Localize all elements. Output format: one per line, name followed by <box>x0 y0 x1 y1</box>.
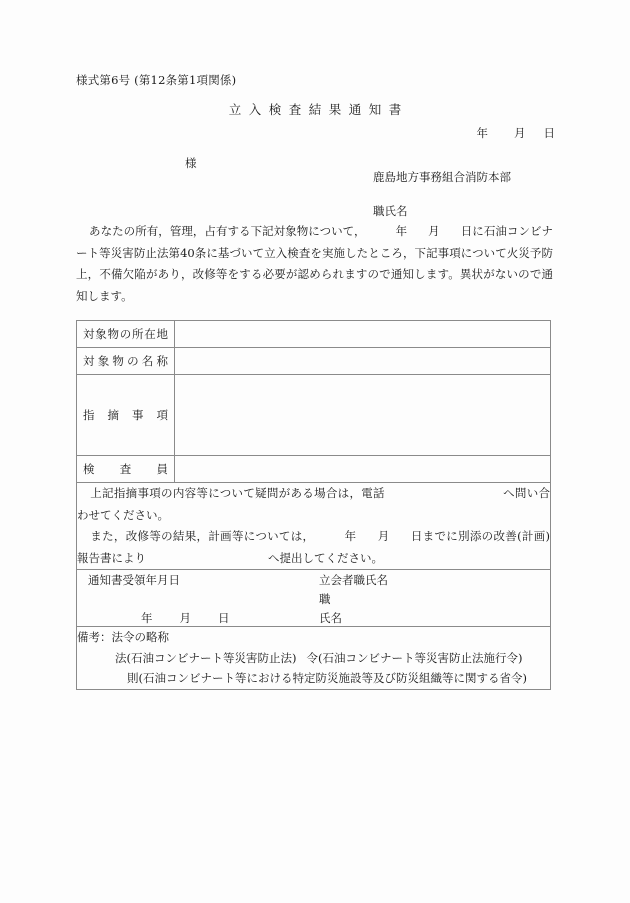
issuing-organization: 鹿島地方事務組合消防本部 <box>373 170 511 184</box>
form-number: 様式第6号 (第12条第1項関係) <box>76 73 237 87</box>
label-text: 対象物の所在地 <box>83 327 168 341</box>
notes-p1-after: へ問い合わせてください。 <box>77 486 550 522</box>
witness-name-label: 氏名 <box>319 611 342 625</box>
table-row <box>77 456 551 483</box>
receipt-day: 日 <box>218 611 230 625</box>
body-month: 月 <box>428 224 440 238</box>
row-label-object-name <box>77 348 175 375</box>
remarks-heading: 備考：法令の略称 <box>77 630 169 644</box>
notes-p2-after: へ提出してください。 <box>268 550 383 565</box>
table-row <box>77 348 551 375</box>
row-value-object-name[interactable] <box>175 348 551 375</box>
inspection-result-table <box>76 320 551 690</box>
remarks-line-1 <box>77 648 550 669</box>
body-year: 年 <box>395 224 408 238</box>
remarks-law-abbrev: 法(石油コンビナート等災害防止法) <box>115 650 297 665</box>
row-value-location[interactable] <box>175 321 551 348</box>
notes-paragraph-1 <box>77 483 550 526</box>
notes-p2-year: 年 <box>344 529 357 543</box>
remarks-line-2: 則(石油コンビナート等における特定防災施設等及び防災組織等に関する省令) <box>127 671 527 685</box>
body-segment-1: あなたの所有，管理，占有する下記対象物について， <box>89 224 366 238</box>
row-label-inspector <box>77 456 175 483</box>
row-value-findings[interactable] <box>175 375 551 456</box>
remarks-cell <box>77 627 551 690</box>
table-row-notes <box>77 483 551 570</box>
body-segment-2: 日に石油コンビナート等災害防止法第40条に基づいて立入検査を実施したところ，下記事項について火災予防上，不備欠陥があり，改修等をする必要が認められますので通知します。異状がないので通知します。 <box>76 224 554 303</box>
row-value-inspector[interactable] <box>175 456 551 483</box>
row-label-findings <box>77 375 175 456</box>
issue-date-line <box>0 125 555 141</box>
receipt-month: 月 <box>179 611 191 625</box>
notes-p2-month: 月 <box>377 529 390 543</box>
notes-p2-mid: 日までに別添の改善(計画)報告書により <box>77 529 550 565</box>
issue-date-year: 年 <box>476 126 488 140</box>
addressee-honorific: 様 <box>185 156 197 170</box>
notes-paragraph-2 <box>77 526 550 569</box>
witness-post-label: 職 <box>319 592 331 606</box>
notes-p2-before: また，改修等の結果，計画等については， <box>90 529 315 543</box>
table-row <box>77 321 551 348</box>
receipt-cell <box>77 570 551 627</box>
receipt-date-title: 通知書受領年月日 <box>88 573 180 587</box>
receipt-year: 年 <box>141 611 153 625</box>
page-title: 立入検査結果通知書 <box>228 102 409 117</box>
issue-date-month: 月 <box>514 126 526 140</box>
label-text: 指摘事項 <box>83 408 168 422</box>
label-text: 検査員 <box>83 462 168 476</box>
body-paragraph <box>76 221 553 307</box>
table-row-remarks <box>77 627 551 690</box>
notes-p1-before: 上記指摘事項の内容等について疑問がある場合は，電話 <box>90 486 385 500</box>
receipt-date-fields <box>141 609 230 628</box>
notes-cell <box>77 483 551 570</box>
remarks-order-abbrev: 令(石油コンビナート等災害防止法施行令) <box>306 650 523 665</box>
table-row-receipt <box>77 570 551 627</box>
label-text: 対象物の名称 <box>83 354 168 368</box>
witness-title: 立会者職氏名 <box>319 573 388 587</box>
row-label-location <box>77 321 175 348</box>
issue-date-day: 日 <box>543 126 555 140</box>
officer-name-label: 職氏名 <box>373 204 408 218</box>
table-row <box>77 375 551 456</box>
